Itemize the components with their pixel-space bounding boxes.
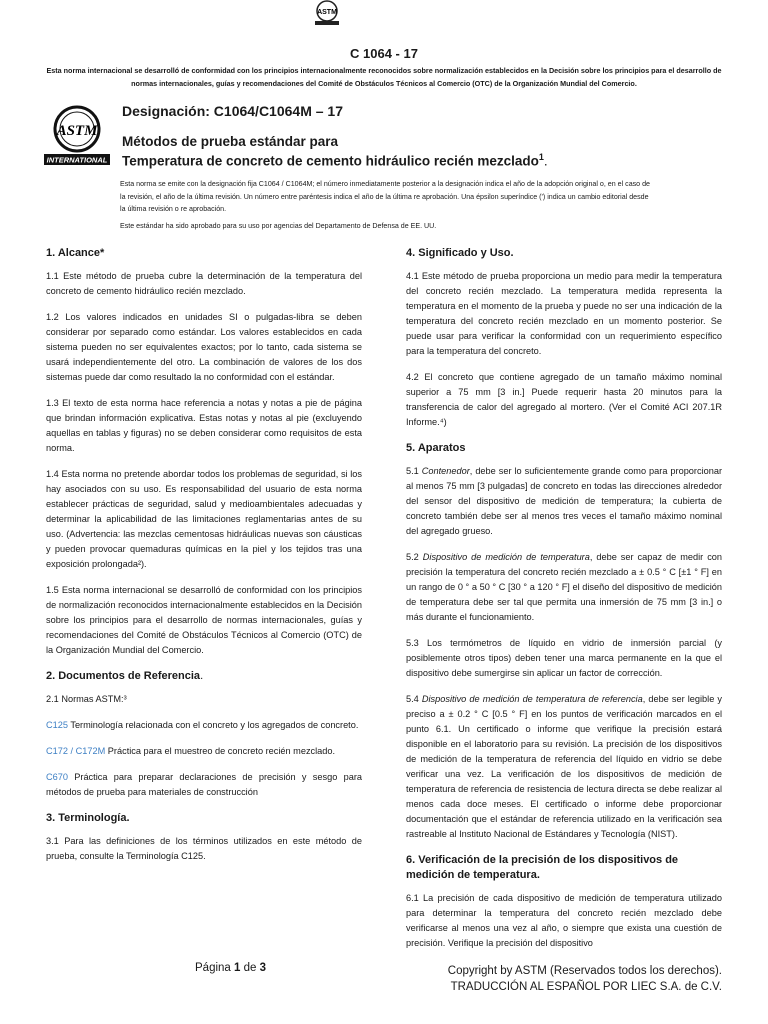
section-5-heading: 5. Aparatos <box>406 442 466 454</box>
copyright-line-1: Copyright by ASTM (Reservados todos los derechos). <box>447 965 722 977</box>
page-prefix: Página <box>195 962 235 974</box>
title-footnote: 1 <box>538 152 544 162</box>
section-6-heading: 6. Verificación de la precisión de los dispositivos de medición de temperatura. <box>406 854 679 881</box>
intro-note: Esta norma se emite con la designación fija C1064 / C1064M; el número inmediatamente posterior a la designación indica el año de la adopción original o, en el caso de la revisión, el año de la última revisión. Un número entre paréntesis indica el año de la última re aprobación. Una épsilon superíndice (') indica un cambio editorial desde la última revisión o re aprobación. <box>120 180 650 213</box>
standards-notice: Esta norma internacional se desarrolló de conformidad con los principios internacionalmente reconocidos sobre normalización establecidos en la Decisión sobre los principios para el desarrollo de normas internacionales, guías y recomendaciones del Comité de Obstáculos Técnicos al Comercio (OTC) de la Organización Mundial del Comercio. <box>46 66 722 88</box>
para-1-1: 1.1 Este método de prueba cubre la determinación de la temperatura del concreto de cemento hidráulico recién mezclado. <box>46 271 362 296</box>
para-1-2: 1.2 Los valores indicados en unidades SI o pulgadas-libra se deben considerar por separado como estándar. Los valores establecidos en cada sistema pueden no ser equivalentes exactos; por lo tanto, cada sistema se usará independientemente del otro. La combinación de valores de los dos sistemas puede dar como resultado la no conformidad con el estándar. <box>46 312 362 382</box>
left-column <box>46 246 362 875</box>
section-2-heading <box>46 669 362 684</box>
reference-c125 <box>46 718 362 733</box>
para-5-2 <box>406 550 722 625</box>
title-end: . <box>543 153 548 169</box>
astm-logo <box>44 103 110 167</box>
para-5-1-term: Contenedor <box>421 466 470 476</box>
dod-note: Este estándar ha sido aprobado para su uso por agencias del Departamento de Defensa de EE. UU. <box>120 222 437 230</box>
section-1-heading: 1. Alcance* <box>46 247 105 259</box>
section-2-title: 2. Documentos de Referencia <box>46 670 201 682</box>
para-2-1: 2.1 Normas ASTM:³ <box>46 694 127 704</box>
para-5-1-lead: 5.1 <box>406 466 422 476</box>
copyright-line-2: TRADUCCIÓN AL ESPAÑOL POR LIEC S.A. de C.V. <box>450 981 722 993</box>
page-mid: de <box>240 962 260 974</box>
title-text: Temperatura de concreto de cemento hidráulico recién mezclado <box>122 153 539 169</box>
page-current: 1 <box>234 962 241 974</box>
page-number <box>195 962 266 974</box>
reference-c670 <box>46 770 362 800</box>
section-2-dot: . <box>200 670 204 682</box>
para-5-1-body: , debe ser lo suficientemente grande como para proporcionar al menos 75 mm [3 pulgadas] de concreto en todas las direcciones alrededor del sensor del dispositivo de medición de temperatura; la cubierta de concreto también debe ser al menos tres veces el tamaño máximo nominal del agregado grueso. <box>406 466 722 536</box>
para-5-4-lead: 5.4 <box>406 694 422 704</box>
para-1-5: 1.5 Esta norma internacional se desarrolló de conformidad con los principios de normalización reconocidos internacionalmente establecidos en la Decisión sobre los principios para el desarrollo de normas internacionales, guías y recomendaciones del Comité de Obstáculos Técnicos al Comercio (OTC) de la Organización Mundial del Comercio. <box>46 585 362 655</box>
ref-text-c125: Terminología relacionada con el concreto y los agregados de concreto. <box>67 720 359 730</box>
document-code: C 1064 - 17 <box>350 46 418 61</box>
copyright-block <box>402 963 722 995</box>
reference-c172 <box>46 744 362 759</box>
right-column <box>406 246 722 962</box>
para-4-1: 4.1 Este método de prueba proporciona un medio para medir la temperatura del concreto recién mezclado. La temperatura medida representa la temperatura en el momento de la prueba y puede no ser una indicación de la temperatura del concreto recién mezclado en un momento posterior. Se puede usar para verificar la conformidad con un requerimiento específico para la temperatura del concreto. <box>406 271 722 356</box>
para-5-4-term: Dispositivo de medición de temperatura de referencia <box>421 694 643 704</box>
section-4-heading: 4. Significado y Uso. <box>406 247 514 259</box>
para-5-3: 5.3 Los termómetros de líquido en vidrio de inmersión parcial (y posiblemente otros tipos) deben tener una marca permanente en la que el dispositivo debe sumergirse sin aplicar un factor de corrección. <box>406 638 722 678</box>
page-total: 3 <box>259 962 267 974</box>
designation: Designación: C1064/C1064M – 17 <box>122 103 343 119</box>
ref-text-c670: Práctica para preparar declaraciones de precisión y sesgo para métodos de prueba para materiales de construcción <box>46 772 362 797</box>
para-5-1 <box>406 464 722 539</box>
para-5-4 <box>406 692 722 842</box>
title-line-1: Métodos de prueba estándar para <box>122 134 339 149</box>
title-line-2 <box>122 152 548 169</box>
para-1-4: 1.4 Esta norma no pretende abordar todos los problemas de seguridad, si los hay asociados con su uso. Es responsabilidad del usuario de esta norma establecer prácticas de seguridad, salud y medioambientales adecuadas y determinar la aplicabilidad de las limitaciones reglamentarias antes de su uso. (Advertencia: las mezclas cementosas hidráulicas nuevas son cáusticas y pueden provocar quemaduras químicas en la piel y los tejidos tras una exposición prolongada²). <box>46 469 362 569</box>
para-6-1: 6.1 La precisión de cada dispositivo de medición de temperatura utilizado para determinar la temperatura del concreto recién mezclado debe verificarse al menos una vez al año, o siempre que exista una cuestión de precisión. Verifique la precisión del dispositivo <box>406 893 722 948</box>
para-3-1: 3.1 Para las definiciones de los términos utilizados en este método de prueba, consulte la Terminología C125. <box>46 836 362 861</box>
ref-link-c172[interactable]: C172 / C172M <box>46 746 106 756</box>
header-mini-logo <box>313 0 341 26</box>
ref-link-c125[interactable]: C125 <box>46 720 68 730</box>
section-3-heading: 3. Terminología. <box>46 812 130 824</box>
logo-subtext: INTERNATIONAL <box>46 155 108 165</box>
para-5-4-body: , debe ser legible y preciso a ± 0.2 ° C [0.5 ° F] en los puntos de verificación marcados en el punto 6.1. Un certificado o informe que verifique la precisión estará disponible en el laboratorio para su revisión. La precisión de los dispositivos de medición de la temperatura de referencia del líquido en vidrio se debe verificar una vez. La verificación de los dispositivos de medición de temperatura de referencia de resistencia de lectura directa se debe realizar al menos cada doce meses. El certificado o informe debe proporcionar documentación que el estándar de referencia utilizado en la verificación sea rastreable al Instituto Nacional de Estándares y Tecnología (NIST). <box>406 694 722 839</box>
para-5-2-body: , debe ser capaz de medir con precisión la temperatura del concreto recién mezclado a ± 0.5 ° C [±1 ° F] en un rango de 0 ° a 50 ° C [30 ° a 120 ° F] el diseño del dispositivo de medición de temperatura debe ser tal que permita una inmersión de 75 mm [3 in.] o más durante el funcionamiento. <box>406 552 723 622</box>
mini-logo-text: ASTM <box>317 9 337 16</box>
para-5-2-lead: 5.2 <box>406 552 423 562</box>
para-1-3: 1.3 El texto de esta norma hace referencia a notas y notas a pie de página que brindan información explicativa. Estas notas y notas al pie (excluyendo aquellas en tablas y figuras) no se deben considerar como requisitos de esta norma. <box>46 398 362 453</box>
ref-text-c172: Práctica para el muestreo de concreto recién mezclado. <box>105 746 336 756</box>
para-5-2-term: Dispositivo de medición de temperatura <box>422 552 590 562</box>
para-4-2: 4.2 El concreto que contiene agregado de un tamaño máximo nominal superior a 75 mm [3 in.] Puede requerir hasta 20 minutos para la transferencia de calor del agregado al mortero. (Ver el Comité ACI 207.1R Informe.⁴) <box>406 372 722 427</box>
ref-link-c670[interactable]: C670 <box>46 772 68 782</box>
logo-text: ASTM <box>56 123 98 139</box>
